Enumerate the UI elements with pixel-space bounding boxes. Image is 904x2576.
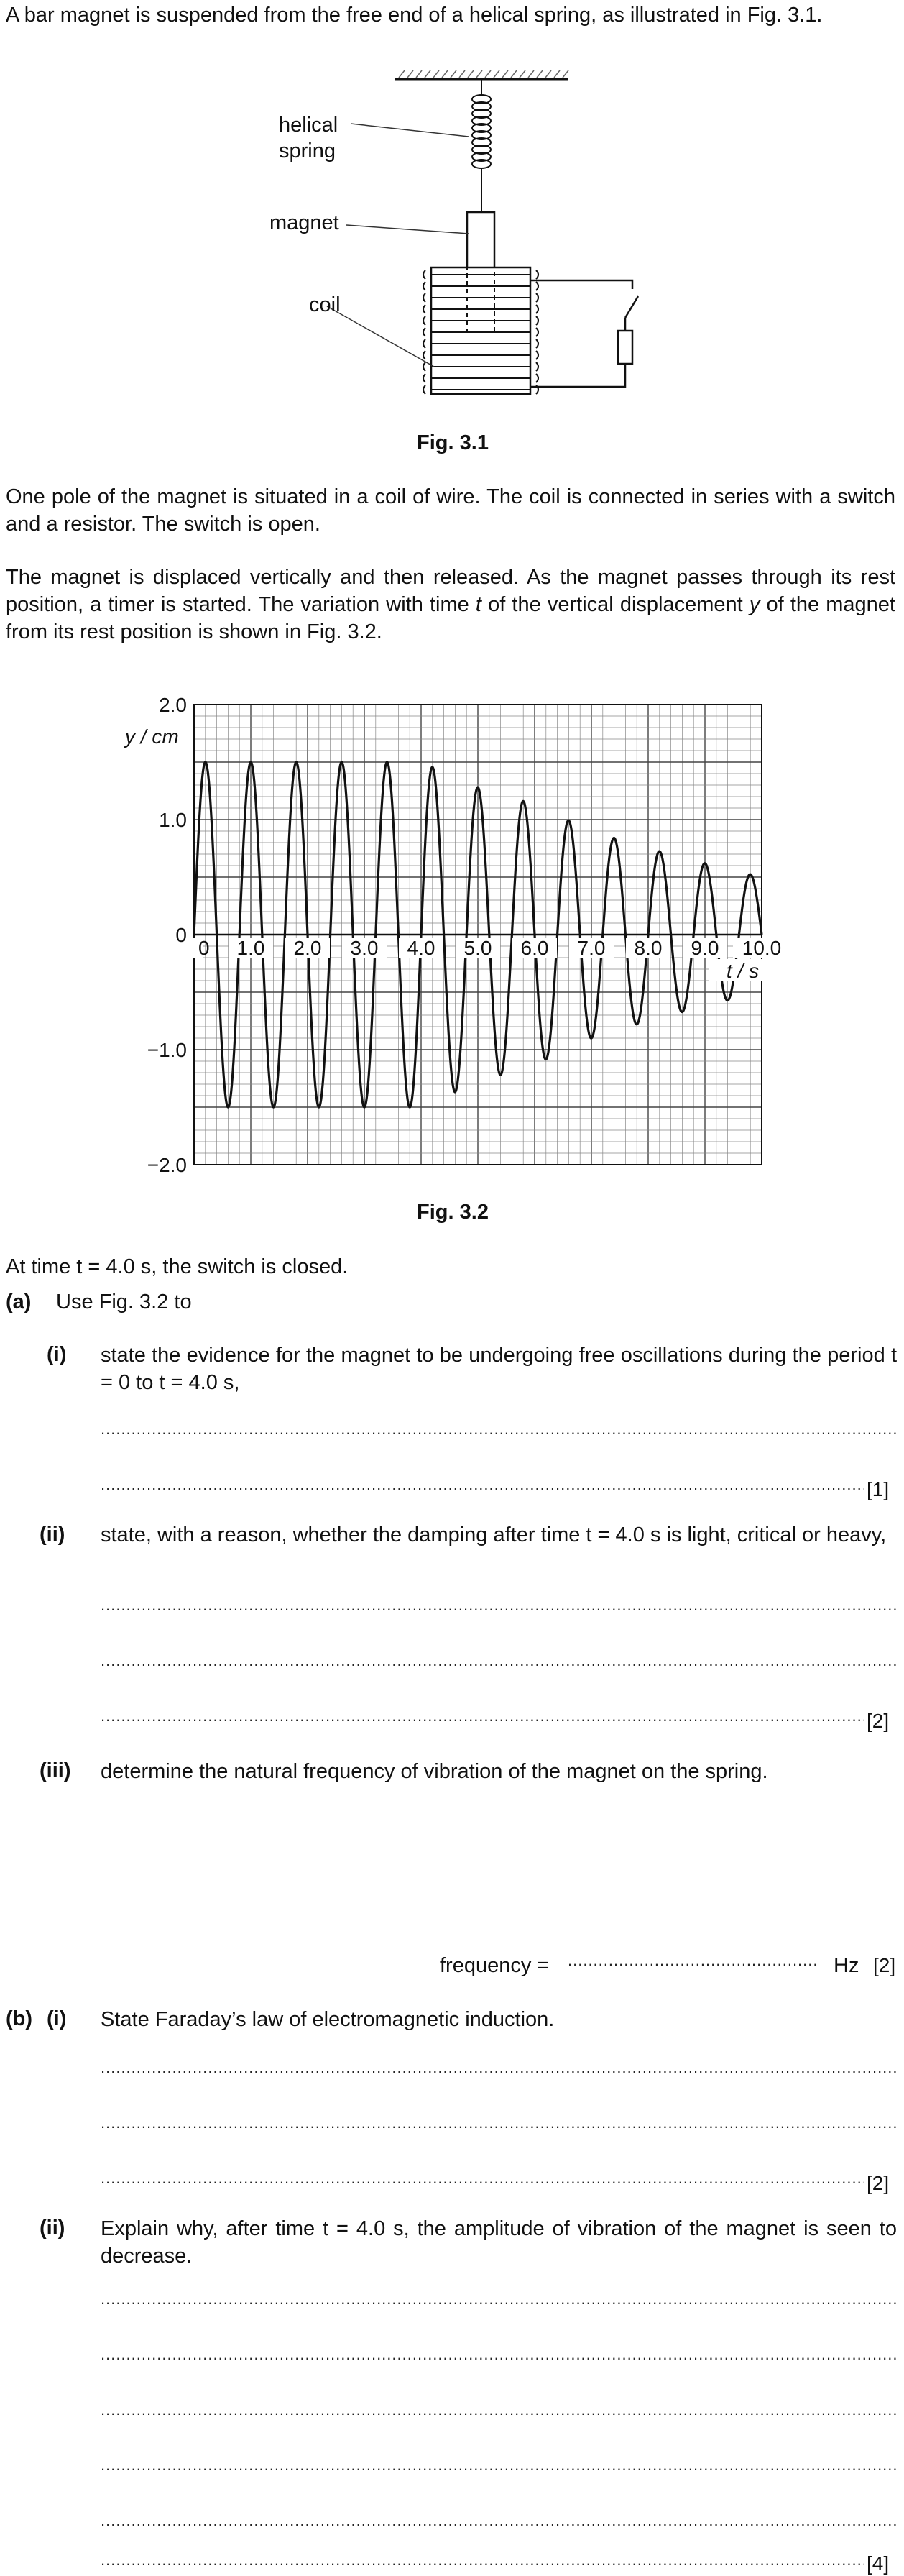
answer-line[interactable] — [101, 2345, 897, 2367]
x-tick-label: 6.0 — [520, 937, 549, 959]
label-coil: coil — [309, 293, 341, 316]
circuit-wires — [530, 280, 632, 387]
answer-line[interactable] — [101, 2456, 897, 2478]
label-helical-spring: helical spring — [279, 114, 338, 162]
x-tick-label: 4.0 — [407, 937, 435, 959]
qa-ii-marks: [2] — [867, 1710, 890, 1732]
answer-line[interactable] — [101, 2511, 897, 2533]
answer-line[interactable] — [101, 1651, 897, 1673]
y-tick-label: 0 — [175, 924, 187, 946]
y-tick-label: −2.0 — [147, 1154, 187, 1176]
fig-3-1-caption: Fig. 3.1 — [417, 431, 489, 454]
x-tick-label: 3.0 — [350, 937, 379, 959]
qa-iii-label: (iii) — [40, 1759, 71, 1782]
label-magnet: magnet — [269, 211, 339, 234]
switch-closed-text: At time t = 4.0 s, the switch is closed. — [6, 1255, 349, 1278]
qa-i-text: state the evidence for the magnet to be undergoing free oscillations during the period t = 0 to t = 4.0 s, — [101, 1344, 897, 1394]
qa-ii-label: (ii) — [40, 1523, 65, 1546]
qa-i-marks: [1] — [867, 1478, 890, 1500]
fig-3-1-diagram — [259, 58, 661, 417]
ceiling-hatch — [399, 70, 568, 78]
x-tick-label: 10.0 — [742, 937, 782, 959]
x-tick-label: 0 — [198, 937, 210, 959]
qb-i-marks: [2] — [867, 2172, 890, 2194]
y-tick-label: −1.0 — [147, 1039, 187, 1061]
y-tick-label: 1.0 — [159, 809, 187, 831]
y-tick-label: 2.0 — [159, 694, 187, 716]
answer-line[interactable] — [101, 1596, 897, 1618]
frequency-answer-line[interactable] — [568, 1951, 819, 1973]
x-axis-label: t / s — [726, 960, 759, 982]
answer-line[interactable] — [101, 2551, 864, 2572]
x-tick-label: 9.0 — [691, 937, 719, 959]
answer-line[interactable] — [101, 1707, 864, 1728]
fig-3-2-chart — [108, 683, 790, 1179]
fig-3-2-caption: Fig. 3.2 — [417, 1201, 489, 1224]
answer-line[interactable] — [101, 1475, 864, 1497]
frequency-label: frequency = — [440, 1954, 550, 1977]
qb-ii-marks: [4] — [867, 2552, 890, 2575]
qa-i-label: (i) — [47, 1343, 67, 1366]
qb-i-text: State Faraday’s law of electromagnetic induction. — [101, 2008, 555, 2031]
answer-line[interactable] — [101, 2169, 864, 2191]
x-tick-label: 8.0 — [634, 937, 663, 959]
open-switch — [625, 296, 638, 318]
x-tick-label: 2.0 — [293, 937, 322, 959]
qa-text: Use Fig. 3.2 to — [56, 1291, 192, 1314]
para-circuit: One pole of the magnet is situated in a coil of wire. The coil is connected in series with a switch and a resistor. The switch is open. — [6, 485, 895, 536]
qb-i-label: (i) — [47, 2007, 67, 2030]
x-tick-label: 7.0 — [577, 937, 606, 959]
helical-spring — [472, 95, 491, 168]
answer-line[interactable] — [101, 1420, 897, 1441]
qa-ii-text: state, with a reason, whether the damping after time t = 4.0 s is light, critical or heavy, — [101, 1523, 887, 1546]
answer-line[interactable] — [101, 2290, 897, 2311]
qa-iii-marks: [2] — [873, 1954, 896, 1976]
x-tick-label: 5.0 — [463, 937, 492, 959]
qb-ii-label: (ii) — [40, 2217, 65, 2240]
intro-text: A bar magnet is suspended from the free end of a helical spring, as illustrated in Fig. 3.1. — [6, 4, 823, 27]
answer-line[interactable] — [101, 2058, 897, 2080]
qb-label: (b) — [6, 2007, 33, 2030]
answer-line[interactable] — [101, 2401, 897, 2422]
para-displacement: The magnet is displaced vertically and then released. As the magnet passes through its rest position, a timer is started. The variation with time t of the vertical displacement y of the magnet from its rest position is shown in Fig. 3.2. — [6, 566, 895, 643]
qa-label: (a) — [6, 1291, 32, 1314]
answer-line[interactable] — [101, 2114, 897, 2135]
qb-ii-text: Explain why, after time t = 4.0 s, the amplitude of vibration of the magnet is seen to decrease. — [101, 2217, 897, 2268]
frequency-unit: Hz — [834, 1954, 859, 1977]
x-tick-label: 1.0 — [236, 937, 265, 959]
y-axis-label: y / cm — [125, 725, 179, 748]
resistor — [618, 331, 632, 364]
qa-iii-text: determine the natural frequency of vibration of the magnet on the spring. — [101, 1760, 768, 1783]
